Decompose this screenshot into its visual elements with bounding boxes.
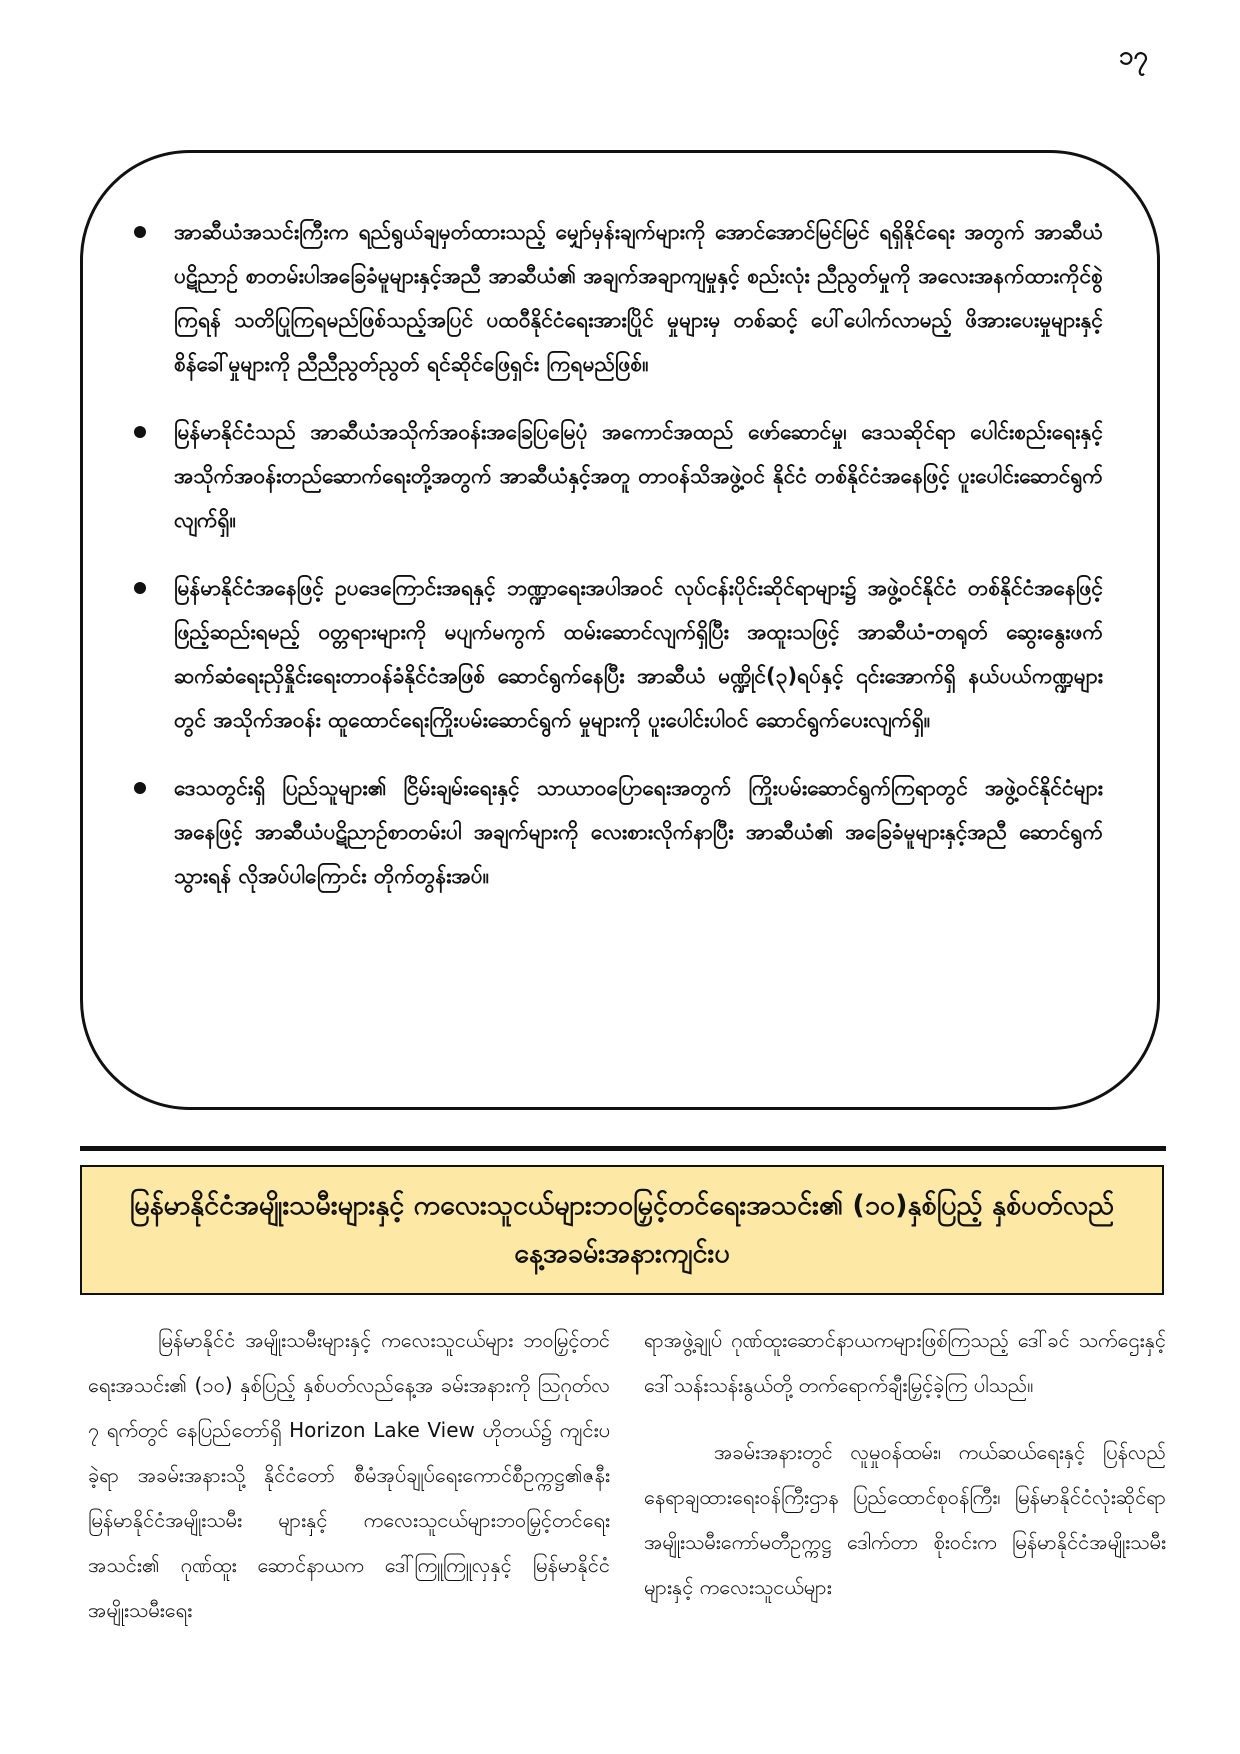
article-column-right [644, 1318, 1166, 1738]
bullet-dot-icon [134, 582, 146, 594]
bullet-item [128, 410, 1103, 542]
page-number: ၁၇ [1118, 41, 1148, 71]
bullet-item [128, 210, 1103, 386]
bullet-dot-icon [134, 782, 146, 794]
article-paragraph: အခမ်းအနားတွင် လူမှုဝန်ထမ်း၊ ကယ်ဆယ်ရေးနှင့် ပြန်လည်နေရာချထားရေးဝန်ကြီးဌာန ပြည်ထောင်စုဝန်ကြီး၊ မြန်မာနိုင်ငံလုံးဆိုင်ရာ အမျိုးသမီးကော်မတီဥက္ကဋ္ဌ ဒေါက်တာ စိုးဝင်းက မြန်မာနိုင်ငံအမျိုးသမီးများနှင့် ကလေးသူငယ်များ [644, 1440, 1166, 1599]
article-column-left [88, 1318, 610, 1738]
bullet-text: မြန်မာနိုင်ငံသည် အာဆီယံအသိုက်အဝန်းအခြေပြမြေပုံ အကောင်အထည် ဖော်ဆောင်မှု၊ ဒေသဆိုင်ရာ ပေါင်းစည်းရေးနှင့် အသိုက်အဝန်းတည်ဆောက်ရေးတို့အတွက် အာဆီယံနှင့်အတူ တာဝန်သိအဖွဲ့ဝင် နိုင်ငံ တစ်နိုင်ငံအနေဖြင့် ပူးပေါင်းဆောင်ရွက်လျက်ရှိ။ [174, 420, 1103, 532]
article-paragraph: မြန်မာနိုင်ငံ အမျိုးသမီးများနှင့် ကလေးသူငယ်များ ဘဝမြှင့်တင်ရေးအသင်း၏ (၁၀) နှစ်ပြည့် နှစ်ပတ်လည်နေ့အ ခမ်းအနားကို ဩဂုတ်လ ၇ ရက်တွင် နေပြည်တော်ရှိ Horizon Lake View ဟိုတယ်၌ ကျင်းပခဲ့ရာ အခမ်းအနားသို့ နိုင်ငံတော် စီမံအုပ်ချုပ်ရေးကောင်စီဥက္ကဋ္ဌ၏ဇနီး မြန်မာနိုင်ငံအမျိုးသမီး များနှင့် ကလေးသူငယ်များဘဝမြှင့်တင်ရေးအသင်း၏ ဂုဏ်ထူး ဆောင်နာယက ဒေါ်ကြူကြူလှနှင့် မြန်မာနိုင်ငံအမျိုးသမီးရေး [88, 1328, 610, 1622]
bullet-text: ဒေသတွင်းရှိ ပြည်သူများ၏ ငြိမ်းချမ်းရေးနှင့် သာယာဝပြောရေးအတွက် ကြိုးပမ်းဆောင်ရွက်ကြရာတွင် အဖွဲ့ဝင်နိုင်ငံများအနေဖြင့် အာဆီယံပဋိညာဉ်စာတမ်းပါ အချက်များကို လေးစားလိုက်နာပြီး အာဆီယံ၏ အခြေခံမူများနှင့်အညီ ဆောင်ရွက်သွားရန် လိုအပ်ပါကြောင်း တိုက်တွန်းအပ်။ [174, 776, 1103, 888]
summary-bullet-list [128, 210, 1103, 922]
bullet-dot-icon [134, 226, 146, 238]
article-headline: မြန်မာနိုင်ငံအမျိုးသမီးများနှင့် ကလေးသူငယ်များဘဝမြှင့်တင်ရေးအသင်း၏ (၁၀)နှစ်ပြည့် နှစ်ပတ်လည်နေ့အခမ်းအနားကျင်းပ [129, 1190, 1115, 1269]
article-paragraph: ရာအဖွဲ့ချုပ် ဂုဏ်ထူးဆောင်နာယကများဖြစ်ကြသည့် ဒေါ်ခင် သက်ဌေးနှင့် ဒေါ်သန်းသန်းနွယ်တို့ တက်ရောက်ချီးမြှင့်ခဲ့ကြ ပါသည်။ [644, 1328, 1166, 1397]
bullet-item [128, 566, 1103, 742]
bullet-dot-icon [134, 426, 146, 438]
bullet-text: အာဆီယံအသင်းကြီးက ရည်ရွယ်ချမှတ်ထားသည့် မျှော်မှန်းချက်များကို အောင်အောင်မြင်မြင် ရရှိနိုင်ရေး အတွက် အာဆီယံပဋိညာဉ် စာတမ်းပါအခြေခံမူများနှင့်အညီ အာဆီယံ၏ အချက်အချာကျမှုနှင့် စည်းလုံး ညီညွတ်မှုကို အလေးအနက်ထားကိုင်စွဲကြရန် သတိပြုကြရမည်ဖြစ်သည့်အပြင် ပထဝီနိုင်ငံရေးအားပြိုင် မှုများမှ တစ်ဆင့် ပေါ်ပေါက်လာမည့် ဖိအားပေးမှုများနှင့် စိန်ခေါ်မှုများကို ညီညီညွတ်ညွတ် ရင်ဆိုင်ဖြေရှင်း ကြရမည်ဖြစ်။ [174, 220, 1103, 376]
bullet-text: မြန်မာနိုင်ငံအနေဖြင့် ဥပဒေကြောင်းအရနှင့် ဘဏ္ဍာရေးအပါအဝင် လုပ်ငန်းပိုင်းဆိုင်ရာများ၌ အဖွဲ့ဝင်နိုင်ငံ တစ်နိုင်ငံအနေဖြင့် ဖြည့်ဆည်းရမည့် ဝတ္တရားများကို မပျက်မကွက် ထမ်းဆောင်လျက်ရှိပြီး အထူးသဖြင့် အာဆီယံ-တရုတ် ဆွေးနွေးဖက် ဆက်ဆံရေးညှိနှိုင်းရေးတာဝန်ခံနိုင်ငံအဖြစ် ဆောင်ရွက်နေပြီး အာဆီယံ မဏ္ဍိုင်(၃)ရပ်နှင့် ၎င်းအောက်ရှိ နယ်ပယ်ကဏ္ဍများတွင် အသိုက်အဝန်း ထူထောင်ရေးကြိုးပမ်းဆောင်ရွက် မှုများကို ပူးပေါင်းပါဝင် ဆောင်ရွက်ပေးလျက်ရှိ။ [174, 576, 1103, 732]
bullet-item [128, 766, 1103, 898]
section-divider [80, 1146, 1166, 1151]
article-body [88, 1318, 1166, 1738]
headline-box [80, 1165, 1164, 1295]
